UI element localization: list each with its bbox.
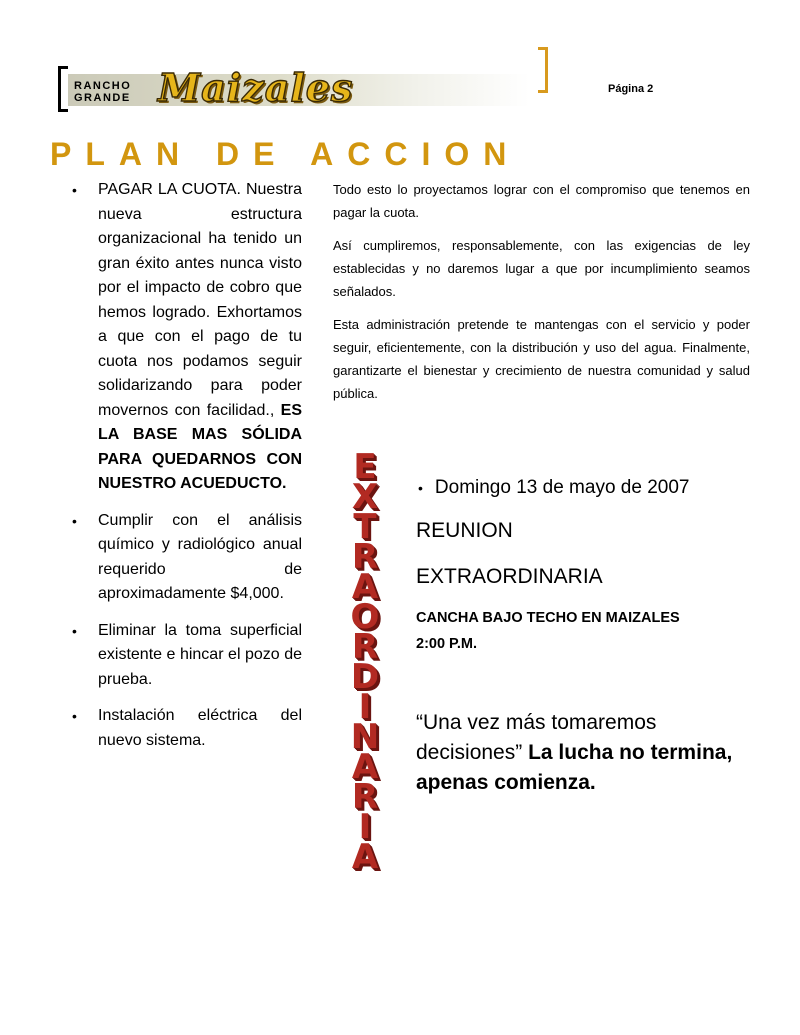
vertical-letter: A — [351, 837, 379, 877]
vertical-letter: A — [351, 747, 379, 787]
list-item-text: Instalación eléctrica del nuevo sistema. — [98, 707, 302, 749]
vertical-letter: X — [351, 477, 379, 517]
left-bracket-decoration — [58, 66, 68, 112]
event-place: CANCHA BAJO TECHO EN MAIZALES — [416, 610, 680, 626]
vertical-letter: I — [358, 687, 372, 727]
event-date: • Domingo 13 de mayo de 2007 — [418, 476, 689, 500]
list-item — [72, 509, 302, 607]
rancho-line: RANCHO — [74, 80, 132, 92]
vertical-letter: R — [351, 777, 379, 817]
page-title: PLAN DE ACCION — [50, 136, 521, 172]
vertical-letter: O — [350, 597, 380, 637]
paragraph: Esta administración pretende te mantengas con el servicio y poder seguir, eficientemente, con la distribución y uso del agua. Finalmente, garantizarte el bienestar y crecimiento de nuestra comunidad y salud pública. — [333, 317, 750, 401]
grande-line: GRANDE — [74, 92, 131, 104]
commitment-paragraphs — [333, 178, 750, 415]
vertical-letter: E — [353, 447, 377, 487]
action-plan-list — [72, 178, 302, 765]
paragraph: Todo esto lo proyectamos lograr con el compromiso que tenemos en pagar la cuota. — [333, 182, 750, 220]
list-item-text: Cumplir con el análisis químico y radiológico anual requerido de aproximadamente $4,000. — [98, 511, 302, 602]
list-item-text: PAGAR LA CUOTA. Nuestra nueva estructura organizacional ha tenido un gran éxito antes nunca visto por el impacto de cobro que hemos logrado. Exhortamos a que con el pago de tu cuota nos podamos seguir solidarizando para poder movernos con facilidad., — [98, 181, 302, 419]
extraordinaria-vertical-word — [324, 447, 406, 877]
event-title-line1: REUNION — [416, 519, 513, 542]
quote-tagline: La lucha no termina, apenas comienza. — [416, 741, 733, 794]
list-item — [72, 619, 302, 693]
vertical-letter: A — [351, 567, 379, 607]
paragraph: Así cumpliremos, responsablemente, con las exigencias de ley establecidas y no daremos lugar a que por incumplimiento seamos señalados. — [333, 238, 750, 299]
list-item — [72, 704, 302, 753]
vertical-letter: D — [350, 657, 380, 697]
vertical-letter: T — [353, 507, 377, 547]
maizales-logo: Maizales — [158, 65, 354, 110]
vertical-letter: I — [358, 807, 372, 847]
closing-quote — [416, 708, 746, 798]
quote-text: “Una vez más tomaremos decisiones” — [416, 711, 657, 764]
list-item-emphasis: ES LA BASE MAS SÓLIDA PARA QUEDARNOS CON NUESTRO ACUEDUCTO. — [98, 401, 302, 492]
event-time: 2:00 P.M. — [416, 636, 477, 652]
list-item-text: Eliminar la toma superficial existente e hincar el pozo de prueba. — [98, 621, 302, 688]
vertical-letter: N — [350, 717, 380, 757]
page-number: Página 2 — [608, 83, 654, 95]
vertical-letter: R — [351, 627, 379, 667]
list-item — [72, 178, 302, 497]
right-bracket-decoration — [538, 47, 548, 93]
event-title-line2: EXTRAORDINARIA — [416, 565, 603, 588]
rancho-grande-label — [74, 80, 131, 104]
vertical-letter: R — [351, 537, 379, 577]
